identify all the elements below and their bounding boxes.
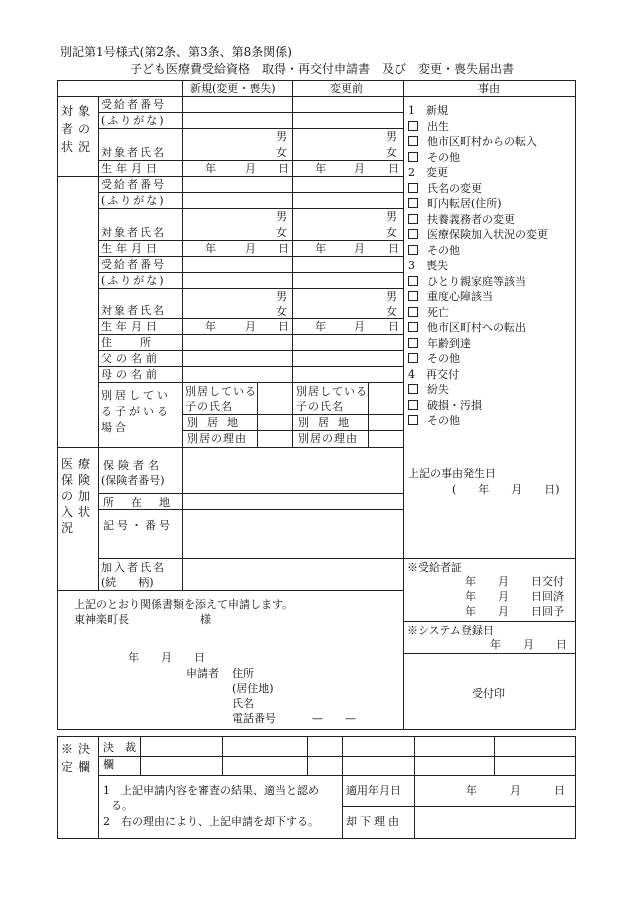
reason-option[interactable]: 死亡: [408, 305, 548, 321]
checkbox[interactable]: [408, 152, 418, 162]
reason-option[interactable]: 紛失: [408, 382, 548, 398]
day-label: 日: [278, 242, 289, 255]
addressee: 東神楽町長: [74, 613, 129, 626]
applicant-residence-label: (居住地): [232, 682, 274, 695]
address-label: 住 所: [101, 336, 153, 349]
column-before-header: 変更前: [330, 82, 363, 95]
father-name-label: 父の名前: [101, 352, 161, 365]
reason-option[interactable]: 他市区町村からの転入: [408, 134, 548, 150]
approval-column-label: 欄: [103, 758, 114, 771]
year-label: 年: [315, 162, 326, 175]
birth-label: 生年月日: [101, 320, 161, 333]
mother-name-label: 母の名前: [101, 368, 161, 381]
day-label: 日: [388, 242, 399, 255]
subject-name-label: 対象者氏名: [101, 226, 166, 239]
decision-item-reject: 2 右の理由により、上記申請を却下する。: [103, 815, 319, 828]
checkbox[interactable]: [408, 183, 418, 193]
checkbox[interactable]: [408, 136, 418, 146]
male-label: 男: [276, 290, 287, 303]
separate-child-name-label: 別居している子の氏名: [296, 385, 368, 413]
separate-child-label: 別居している子がいる場合: [101, 389, 171, 434]
reason-change-title: 2 変更: [408, 166, 448, 179]
reason-option[interactable]: 他市区町村への転出: [408, 320, 548, 336]
year-label: 年: [315, 320, 326, 333]
checkbox[interactable]: [408, 291, 418, 301]
month-label: 月: [245, 162, 256, 175]
page-title: 子ども医療費受給資格 取得・再交付申請書 及び 変更・喪失届出書: [130, 62, 515, 76]
separate-reason-label: 別居の理由: [187, 432, 247, 445]
checkbox[interactable]: [408, 214, 418, 224]
checkbox[interactable]: [408, 400, 418, 410]
reason-option[interactable]: その他: [408, 413, 548, 429]
recipient-card-label: ※受給者証: [407, 561, 462, 574]
insurance-code-label: 記号・番号: [103, 519, 173, 532]
separate-place-label: 別居地: [187, 416, 247, 429]
checkbox[interactable]: [408, 384, 418, 394]
reason-option[interactable]: その他: [408, 243, 548, 259]
applicant-phone-label: 電話番号: [232, 712, 276, 725]
separate-reason-label: 別居の理由: [298, 432, 358, 445]
relation-label: (続 柄): [101, 576, 154, 589]
birth-label: 生年月日: [101, 242, 161, 255]
separate-child-name-label: 別居している子の氏名: [185, 385, 257, 413]
reason-option[interactable]: 扶養義務者の変更: [408, 212, 548, 228]
reject-reason-label: 却下理由: [346, 815, 402, 828]
reason-reissue-title: 4 再交付: [408, 367, 459, 381]
checkbox[interactable]: [408, 415, 418, 425]
occurrence-date-label: 上記の事由発生日: [408, 467, 496, 480]
honorific: 様: [200, 613, 211, 626]
checkbox[interactable]: [408, 322, 418, 332]
applicant-name-label: 氏名: [232, 697, 254, 710]
checkbox[interactable]: [408, 121, 418, 131]
day-label: 日: [388, 162, 399, 175]
month-label: 月: [354, 162, 365, 175]
day-label: 日: [388, 320, 399, 333]
checkbox[interactable]: [408, 353, 418, 363]
applicant-label: 申請者: [186, 667, 219, 680]
reason-option[interactable]: 町内転居(住所): [408, 196, 548, 212]
checkbox[interactable]: [408, 276, 418, 286]
insurance-group-label: 医療保険の加入状況: [61, 457, 96, 535]
female-label: 女: [386, 305, 397, 318]
reason-option[interactable]: 出生: [408, 119, 548, 135]
male-label: 男: [386, 290, 397, 303]
applicant-phone-separator: — —: [312, 712, 356, 725]
recipient-card-returned: 年 月 日回済: [465, 590, 564, 603]
female-label: 女: [276, 305, 287, 318]
receipt-stamp-label: 受付印: [472, 687, 505, 700]
reason-option[interactable]: 破損・汚損: [408, 398, 548, 414]
female-label: 女: [276, 146, 287, 159]
reason-new-title: 1 新規: [408, 104, 448, 117]
recipient-no-label: 受給者番号: [101, 178, 166, 191]
furigana-label: (ふりがな): [101, 194, 166, 207]
reason-option[interactable]: 氏名の変更: [408, 181, 548, 197]
insurance-address-label: 所 在 地: [103, 496, 173, 509]
checkbox[interactable]: [408, 229, 418, 239]
checkbox[interactable]: [408, 198, 418, 208]
male-label: 男: [276, 130, 287, 143]
reason-option[interactable]: その他: [408, 351, 548, 367]
member-name-label: 加入者氏名: [101, 561, 166, 574]
subject-group-label: 対象者の状況: [61, 104, 96, 154]
separate-place-label: 別居地: [298, 416, 358, 429]
decision-label: ※決定欄: [61, 742, 96, 774]
male-label: 男: [386, 130, 397, 143]
recipient-card-issued: 年 月 日交付: [465, 575, 564, 588]
year-label: 年: [205, 242, 216, 255]
reason-option[interactable]: 医療保険加入状況の変更: [408, 227, 548, 243]
decision-item-approve-cont: る。: [111, 799, 133, 812]
year-label: 年: [315, 242, 326, 255]
insurer-number-label: (保険者番号): [101, 474, 165, 487]
recipient-no-label: 受給者番号: [101, 98, 166, 111]
application-statement: 上記のとおり関係書類を添えて申請します。: [74, 598, 294, 611]
reason-option[interactable]: ひとり親家庭等該当: [408, 274, 548, 290]
furigana-label: (ふりがな): [101, 114, 166, 127]
reason-loss-title: 3 喪失: [408, 259, 448, 272]
insurer-name-label: 保険者名: [103, 459, 163, 472]
month-label: 月: [354, 242, 365, 255]
recipient-no-label: 受給者番号: [101, 258, 166, 271]
checkbox[interactable]: [408, 307, 418, 317]
recipient-card-scheduled: 年 月 日回予: [465, 605, 564, 618]
checkbox[interactable]: [408, 338, 418, 348]
female-label: 女: [386, 226, 397, 239]
year-label: 年: [205, 162, 216, 175]
month-label: 月: [245, 320, 256, 333]
female-label: 女: [276, 226, 287, 239]
day-label: 日: [278, 320, 289, 333]
system-registration-date: 年 月 日: [490, 638, 567, 651]
subject-name-label: 対象者氏名: [101, 304, 166, 317]
occurrence-date-value[interactable]: ( 年 月 日): [452, 483, 560, 496]
applicant-address-label: 住所: [232, 667, 254, 680]
month-label: 月: [354, 320, 365, 333]
column-new-header: 新規(変更・喪失): [190, 82, 276, 95]
day-label: 日: [278, 162, 289, 175]
apply-date-value[interactable]: 年 月 日: [466, 784, 565, 797]
month-label: 月: [245, 242, 256, 255]
reasons-list: [408, 103, 548, 429]
female-label: 女: [386, 146, 397, 159]
application-date[interactable]: 年 月 日: [128, 651, 205, 664]
year-label: 年: [205, 320, 216, 333]
approval-label: 決 裁: [103, 741, 136, 754]
reason-option[interactable]: 重度心障該当: [408, 289, 548, 305]
checkbox[interactable]: [408, 245, 418, 255]
system-registration-label: ※システム登録日: [407, 624, 494, 637]
male-label: 男: [386, 210, 397, 223]
male-label: 男: [276, 210, 287, 223]
birth-label: 生年月日: [101, 162, 161, 175]
decision-item-approve: 1 上記申請内容を審査の結果、適当と認め: [103, 784, 319, 797]
subject-name-label: 対象者氏名: [101, 146, 166, 159]
furigana-label: (ふりがな): [101, 274, 166, 287]
reason-option[interactable]: 年齢到達: [408, 336, 548, 352]
apply-date-label: 適用年月日: [346, 784, 401, 797]
column-reason-header: 事由: [478, 82, 500, 95]
reason-option[interactable]: その他: [408, 150, 548, 166]
form-number: 別記第1号様式(第2条、第3条、第8条関係): [60, 45, 292, 59]
